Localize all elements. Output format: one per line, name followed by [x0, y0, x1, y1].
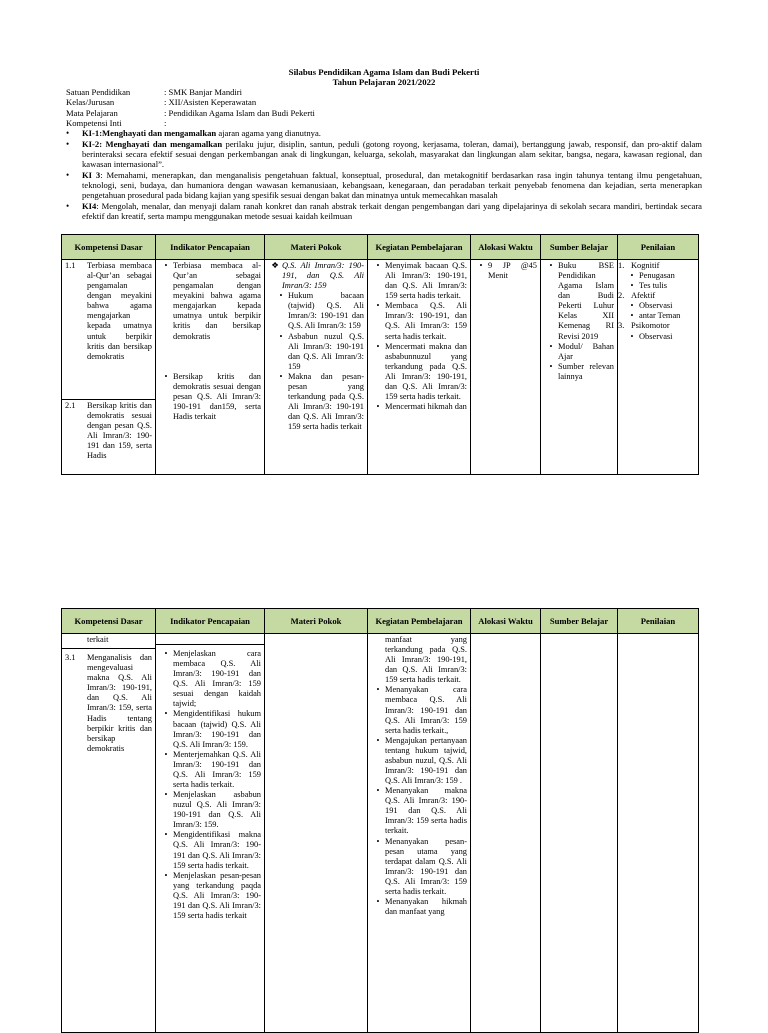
column-header: Indikator Pencapaian — [156, 609, 265, 634]
kegiatan-cell: manfaat yang terkandung pada Q.S. Ali Imran/3: 190-191, dan Q.S. Ali Imran/3: 159 serta hadis terkait. • Menanyakan cara membaca Q.S. Ali Imran/3: 190-191 dan Q.S. Ali Imran/3: 159 serta hadis terkait., • Mengajukan pertanyaan tentang hukum tajwid, asbabun nuzul, Q.S. Ali Imran/3: 190-191 dan Q.S. Ali Imran/3: 159 . • Menanyakan makna Q.S. Ali Imran/3: 190-191 dan Q.S. Ali Imran/3: 159 serta hadis terkait. • Menanyakan pesan-pesan utama yang terdapat dalam Q.S. Ali Imran/3: 190-191 dan Q.S. Ali Imran/3: 159 serta hadis terkait. • Menanyakan hikmah dan manfaat yang — [368, 634, 471, 1033]
alokasi-cell — [471, 634, 541, 1033]
bullet-icon: • — [549, 261, 553, 270]
kegiatan-cell — [368, 260, 471, 475]
bullet-icon: • — [164, 709, 168, 719]
column-header: Kompetensi Dasar — [62, 235, 156, 260]
identity-block — [66, 87, 706, 128]
bullet-icon: • — [630, 301, 634, 311]
list-item: • Menanyakan cara membaca Q.S. Ali Imran/3: 190-191 dan Q.S. Ali Imran/3: 159 serta hadis terkait., — [371, 685, 467, 735]
bullet-icon: • — [376, 897, 380, 907]
bullet-icon: • — [164, 870, 168, 880]
assessment-subitem: • Tes tulis — [621, 281, 695, 291]
meta-row: Satuan Pendidikan : SMK Banjar Mandiri — [66, 87, 243, 97]
assessment-subitem: • Penugasan — [621, 271, 695, 281]
bullet-icon: • — [630, 271, 634, 281]
bullet-icon: • — [376, 301, 380, 311]
kd-item: 1.1 Terbiasa membaca al-Qur’an sebagai pengamalan dengan meyakini bahwa agama mengajarkan kepada umatnya untuk berpikir kritis dan bersikap demokratis — [65, 261, 152, 361]
materi-cell — [265, 260, 368, 475]
bullet-icon: • — [279, 291, 283, 301]
column-header: Sumber Belajar — [541, 609, 618, 634]
assessment-subitem: • Observasi — [621, 332, 695, 342]
bullet-icon: • — [279, 371, 283, 381]
column-header: Indikator Pencapaian — [156, 235, 265, 260]
list-item: • Menanyakan makna Q.S. Ali Imran/3: 190-191 dan Q.S. Ali Imran/3: 159 serta hadis terkait. — [371, 786, 467, 836]
bullet-icon: • — [164, 649, 168, 658]
meta-row: Kompetensi Inti : — [66, 117, 167, 128]
list-item: • Membaca Q.S. Ali Imran/3: 190-191, dan Q.S. Ali Imran/3: 159 serta hadis terkait. — [371, 301, 467, 341]
bullet-icon: • — [376, 261, 380, 270]
penilaian-cell — [618, 634, 699, 1033]
list-item: • Buku BSE Pendidikan Agama Islam dan Budi Pekerti Luhur Kelas XII Kemenag RI Revisi 2019 — [544, 261, 614, 342]
list-item: • Menjelaskan pesan-pesan yang terkandung paqda Q.S. Ali Imran/3: 190-191 dan Q.S. Ali Imran/3: 159 serta hadis terkait — [159, 871, 261, 921]
bullet-icon: • — [630, 331, 634, 341]
indikator-cell — [156, 634, 265, 1033]
list-item: • Makna dan pesan-pesan yang terkandung pada Q.S. Ali Imran/3: 190-191 dan Q.S. Ali Imran/3: 159 serta hadis terkait — [274, 372, 364, 432]
meta-row: Mata Pelajaran : Pendidikan Agama Islam dan Budi Pekerti — [66, 107, 315, 118]
list-item: • Menanyakan pesan-pesan utama yang terdapat dalam Q.S. Ali Imran/3: 190-191 dan Q.S. Ali Imran/3: 159 serta hadis terkait. — [371, 837, 467, 897]
bullet-icon: • — [549, 341, 553, 351]
syllabus-table-page2 — [61, 608, 699, 1033]
bullet-icon: • — [164, 261, 168, 270]
bullet-icon: • — [66, 128, 70, 138]
bullet-icon: • — [66, 200, 70, 211]
list-item: • Menanyakan hikmah dan manfaat yang — [371, 897, 467, 917]
core-competence-list — [66, 128, 702, 221]
bullet-icon: • — [66, 169, 70, 180]
column-header: Kegiatan Pembelajaran — [368, 609, 471, 634]
assessment-item: 2. Afektif — [618, 291, 656, 301]
list-item: • Menjelaskan cara membaca Q.S. Ali Imran/3: 190-191 dan Q.S. Ali Imran/3: 159 sesuai dengan kaidah tajwid; — [159, 649, 261, 709]
list-item: • Bersikap kritis dan demokratis sesuai dengan pesan Q.S. Ali Imran/3: 190-191 dan159, serta Hadis terkait — [159, 372, 261, 422]
kd-cell: terkait 3.1 Menganalisis dan mengevaluasi makna Q.S. Ali Imran/3: 190-191, dan Q.S. Ali Imran/3: 159, serta Hadis tentang berpikir kritis dan bersikap demokratis — [62, 634, 156, 1033]
column-header: Sumber Belajar — [541, 235, 618, 260]
bullet-icon: • — [164, 830, 168, 840]
materi-cell — [265, 634, 368, 1033]
bullet-icon: • — [376, 836, 380, 846]
list-item: • Menjelaskan asbabun nuzul Q.S. Ali Imran/3: 190-191 dan Q.S. Ali Imran/3: 159. — [159, 790, 261, 830]
ki-item: • KI 3: Memahami, menerapkan, dan menganalisis pengetahuan faktual, konseptual, prosedural, dan metakognitif berdasarkan rasa ingin tahunya tentang ilmu pengetahuan, teknologi, seni, budaya, dan humaniora dengan wawasan kemanusiaan, kebangsaan, kenegaraan, dan peradaban terkait penyebab fenomena dan kejadian, serta menerapkan pengetahuan prosedural pada bidang kajian yang spesifik sesuai dengan bakat dan minatnya untuk memecahkan masalah — [66, 169, 702, 201]
bullet-icon: • — [376, 786, 380, 796]
list-item: • Asbabun nuzul Q.S. Ali Imran/3: 190-191 dan Q.S. Ali Imran/3: 159 — [274, 332, 364, 372]
list-item: • Mengajukan pertanyaan tentang hukum tajwid, asbabun nuzul, Q.S. Ali Imran/3: 190-191 dan Q.S. Ali Imran/3: 159 . — [371, 736, 467, 786]
alokasi-cell: • 9 JP @45 Menit — [471, 260, 541, 475]
ki-item: • KI4: Mengolah, menalar, dan menyaji dalam ranah konkret dan ranah abstrak terkait dengan pengembangan dari yang dipelajarinya di sekolah secara mandiri, bertindak secara efektif dan kreatif, serta mampu menggunakan metode sesuai kaidah keilmuan — [66, 200, 702, 221]
column-header: Kegiatan Pembelajaran — [368, 235, 471, 260]
list-item: • Modul/ Bahan Ajar — [544, 342, 614, 362]
bullet-icon: • — [279, 331, 283, 341]
list-item: • Hukum bacaan (tajwid) Q.S. Ali Imran/3: 190-191 dan Q.S. Ali Imran/3: 159 — [274, 291, 364, 331]
document-title: Silabus Pendidikan Agama Islam dan Budi Pekerti — [288, 67, 480, 77]
sumber-cell — [541, 260, 618, 475]
list-item: • Menterjemahkan Q.S. Ali Imran/3: 190-191 dan Q.S. Ali Imran/3: 159 serta hadis terkait. — [159, 750, 261, 790]
meta-row: Kelas/Jurusan : XII/Asisten Keperawatan — [66, 97, 257, 108]
ki-item: • KI-1:Menghayati dan mengamalkan ajaran agama yang dianutnya. — [66, 128, 321, 138]
column-header: Alokasi Waktu — [471, 235, 541, 260]
materi-head-item: ❖ Q.S. Ali Imran/3: 190-191, dan Q.S. Ali Imran/3: 159 — [271, 261, 364, 291]
list-item: • Mencermati makna dan asbabunnuzul yang terkandung pada Q.S. Ali Imran/3: 190-191, dan Q.S. Ali Imran/3: 159 serta hadis terkait. — [371, 342, 467, 402]
bullet-icon: • — [630, 311, 634, 321]
assessment-subitem: • Observasi — [621, 301, 695, 311]
bullet-icon: • — [549, 361, 553, 371]
kd-item: 2.1 Bersikap kritis dan demokratis sesuai dengan pesan Q.S. Ali Imran/3: 190-191 dan 159, serta Hadis — [65, 401, 152, 461]
bullet-icon: • — [630, 281, 634, 291]
list-item: • Mengidentifikasi makna Q.S. Ali Imran/3: 190-191 dan Q.S. Ali Imran/3: 159 serta hadis terkait. — [159, 830, 261, 870]
bullet-icon: • — [376, 341, 380, 351]
list-item: • Menyimak bacaan Q.S. Ali Imran/3: 190-191, dan Q.S. Ali Imran/3: 159 serta hadis terkait. — [371, 261, 467, 301]
list-item: • Sumber relevan lainnya — [544, 362, 614, 382]
list-item: • Terbiasa membaca al-Qur’an sebagai pengamalan dengan meyakini bahwa agama mengajarkan kepada umatnya untuk berpikir kritis dan bersikap demokratis — [159, 261, 261, 342]
kd-cell — [62, 400, 156, 475]
sumber-cell — [541, 634, 618, 1033]
kd-item: 3.1 Menganalisis dan mengevaluasi makna Q.S. Ali Imran/3: 190-191, dan Q.S. Ali Imran/3: 159, serta Hadis tentang berpikir kritis dan bersikap demokratis — [65, 653, 152, 753]
bullet-icon: • — [164, 749, 168, 759]
column-header: Penilaian — [618, 609, 699, 634]
column-header: Kompetensi Dasar — [62, 609, 156, 634]
bullet-icon: • — [376, 735, 380, 745]
assessment-item: 1. Kognitif — [618, 261, 660, 270]
alokasi-value: 9 JP @45 Menit — [488, 261, 537, 281]
document-subtitle: Tahun Pelajaran 2021/2022 — [332, 77, 436, 87]
column-header: Materi Pokok — [265, 609, 368, 634]
bullet-icon: • — [66, 138, 70, 149]
syllabus-table-page1 — [61, 234, 699, 475]
bullet-icon: • — [164, 790, 168, 800]
bullet-icon: • — [376, 402, 380, 412]
assessment-subitem: • antar Teman — [621, 311, 695, 321]
indikator-cell — [156, 260, 265, 475]
bullet-icon: • — [164, 371, 168, 381]
column-header: Alokasi Waktu — [471, 609, 541, 634]
column-header: Materi Pokok — [265, 235, 368, 260]
column-header: Penilaian — [618, 235, 699, 260]
bullet-icon: • — [376, 685, 380, 695]
kd-cell — [62, 260, 156, 400]
assessment-item: 3. Psikomotor — [618, 321, 670, 331]
ki-item: • KI-2: Menghayati dan mengamalkan perilaku jujur, disiplin, santun, peduli (gotong royong, kerjasama, toleran, damai), bertanggung jawab, responsif, dan pro-aktif dalam berinteraksi secara efektif sesuai dengan perkembangan anak di lingkungan, keluarga, sekolah, masyarakat dan lingkungan alam sekitar, bangsa, negara, kawasan regional, dan kawasan internasional”. — [66, 138, 702, 170]
penilaian-cell — [618, 260, 699, 475]
list-item: • Mengidentifikasi hukum bacaan (tajwid) Q.S. Ali Imran/3: 190-191 dan Q.S. Ali Imran/3: 159. — [159, 709, 261, 749]
list-item: • Mencermati hikmah dan — [371, 402, 467, 412]
